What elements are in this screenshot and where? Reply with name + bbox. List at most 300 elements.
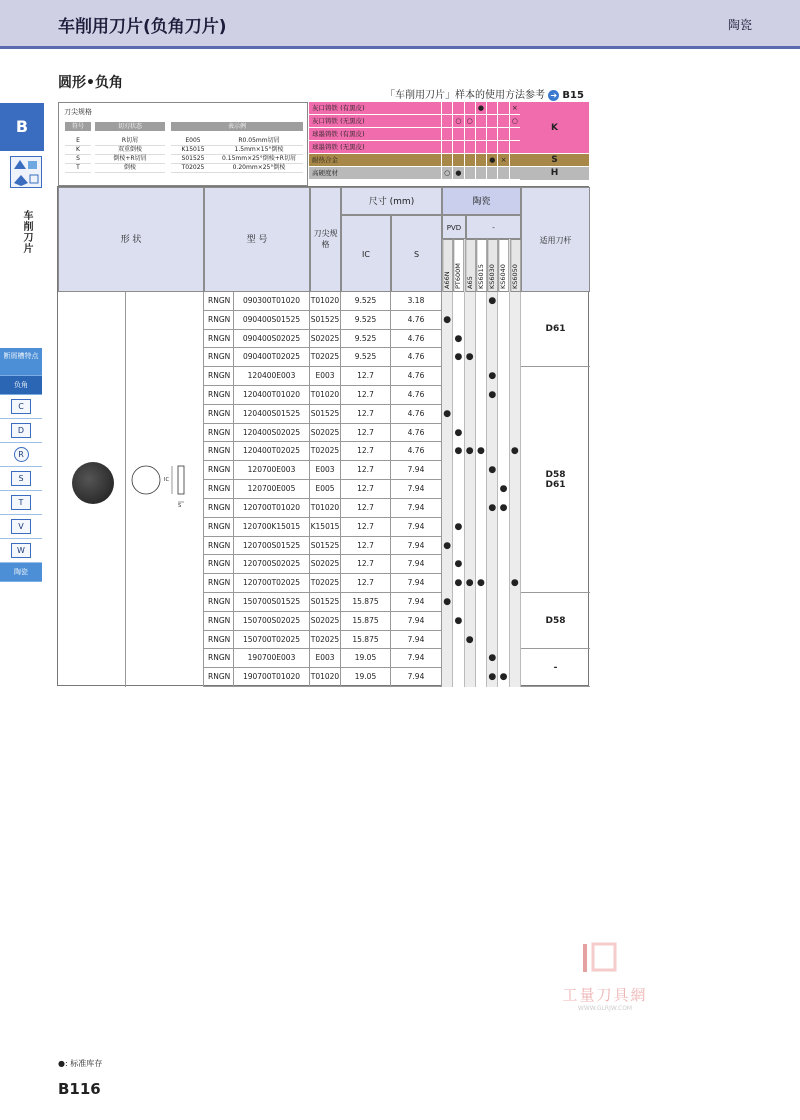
material-mark: [486, 102, 497, 115]
grade-stock-cell: [487, 480, 498, 499]
spec-cell: 0.15mm×25°倒棱+R切屑: [215, 155, 303, 164]
grade-stock-cell: [442, 367, 453, 386]
grade-stock-cell: [465, 612, 476, 631]
side-nav-item-9[interactable]: 陶瓷: [0, 563, 42, 582]
reference-page: B15: [562, 90, 584, 101]
cell-s: 4.76: [391, 442, 442, 461]
cell-ic: 15.875: [341, 593, 391, 612]
cell-type: RNGN: [204, 405, 234, 424]
grade-stock-cell: [510, 518, 521, 537]
grade-stock-cell: [476, 367, 487, 386]
cell-model: 090300T01020: [234, 292, 310, 311]
grade-stock-cell: [510, 292, 521, 311]
material-mark: ○: [509, 115, 520, 128]
grade-stock-cell: [465, 461, 476, 480]
side-nav-item-7[interactable]: [0, 515, 42, 539]
cell-type: RNGN: [204, 461, 234, 480]
cell-model: 120700S02025: [234, 555, 310, 574]
material-mark: ●: [486, 154, 497, 167]
cell-edge: T02025: [310, 574, 341, 593]
grade-stock-cell: ●: [487, 292, 498, 311]
grade-stock-cell: ●: [487, 668, 498, 687]
grade-header: KS6030: [487, 239, 498, 292]
grade-stock-cell: [465, 499, 476, 518]
material-mark: ●: [475, 102, 486, 115]
grade-stock-cell: [476, 330, 487, 349]
grade-stock-cell: [498, 292, 509, 311]
grade-stock-cell: [442, 612, 453, 631]
header-edge-spec: 刀尖规格: [310, 187, 341, 292]
table-row: [204, 593, 521, 612]
grade-header: A66N: [442, 239, 453, 292]
table-row: [204, 555, 521, 574]
reference-text: 「车削用刀片」样本的使用方法参考: [385, 90, 545, 101]
grade-stock-cell: ●: [487, 386, 498, 405]
cell-edge: T02025: [310, 442, 341, 461]
grade-stock-cell: ●: [465, 348, 476, 367]
cell-edge: E003: [310, 367, 341, 386]
grade-stock-cell: [476, 311, 487, 330]
grade-stock-cell: [498, 367, 509, 386]
spec-cell: T: [65, 164, 91, 173]
grade-stock-cell: [465, 292, 476, 311]
page-title: 车削用刀片(负角刀片): [58, 17, 227, 37]
grade-stock-cell: [510, 367, 521, 386]
grade-stock-cell: [510, 424, 521, 443]
grade-stock-cell: ●: [453, 424, 464, 443]
grade-stock-cell: ●: [487, 649, 498, 668]
cell-ic: 19.05: [341, 649, 391, 668]
cell-s: 4.76: [391, 405, 442, 424]
spec-header-example: 表示例: [171, 122, 303, 131]
cell-type: RNGN: [204, 442, 234, 461]
cell-s: 7.94: [391, 537, 442, 556]
grade-stock-cell: [465, 593, 476, 612]
cell-ic: 12.7: [341, 405, 391, 424]
grade-stock-cell: [476, 518, 487, 537]
cell-type: RNGN: [204, 292, 234, 311]
grade-stock-cell: [442, 574, 453, 593]
shape-c-icon: C: [11, 399, 31, 414]
cell-edge: T02025: [310, 631, 341, 650]
grade-stock-cell: [465, 555, 476, 574]
grade-stock-cell: [453, 367, 464, 386]
spec-cell: E: [65, 137, 91, 146]
grade-stock-cell: [510, 330, 521, 349]
material-mark: [497, 167, 508, 180]
grade-stock-cell: [498, 574, 509, 593]
grade-stock-cell: ●: [465, 574, 476, 593]
grade-header: KS6040: [498, 239, 509, 292]
material-row: 球墨铸铁 (无黑皮): [309, 141, 520, 154]
grade-stock-cell: [487, 311, 498, 330]
footnote: ●: 标准库存: [58, 1059, 103, 1068]
cell-type: RNGN: [204, 424, 234, 443]
cell-edge: T01020: [310, 386, 341, 405]
grade-stock-cell: [510, 386, 521, 405]
grade-header: KS6050: [510, 239, 521, 292]
material-mark: [509, 141, 520, 154]
grade-stock-cell: [453, 405, 464, 424]
grade-stock-cell: [487, 574, 498, 593]
grade-stock-cell: [510, 311, 521, 330]
cell-edge: S01525: [310, 311, 341, 330]
grade-headers: [442, 239, 521, 292]
material-mark: [452, 102, 463, 115]
cell-ic: 12.7: [341, 424, 391, 443]
cell-model: 120700T01020: [234, 499, 310, 518]
header-model: 型 号: [204, 187, 310, 292]
insert-shapes-icon: [10, 156, 42, 188]
grade-stock-cell: [465, 649, 476, 668]
grade-stock-cell: [453, 386, 464, 405]
material-mark: [486, 115, 497, 128]
grade-stock-cell: [453, 668, 464, 687]
cell-ic: 12.7: [341, 555, 391, 574]
cell-ic: 12.7: [341, 367, 391, 386]
grade-stock-cell: [510, 649, 521, 668]
grade-stock-cell: [465, 537, 476, 556]
cell-model: 190700E003: [234, 649, 310, 668]
table-row: [204, 442, 521, 461]
table-row: [204, 292, 521, 311]
cell-model: 120400T01020: [234, 386, 310, 405]
grade-stock-cell: [442, 499, 453, 518]
side-category-label: 车削刀片: [21, 210, 32, 254]
grade-stock-cell: [453, 631, 464, 650]
header-shape: 形 状: [58, 187, 204, 292]
grade-stock-cell: [476, 480, 487, 499]
grade-stock-cell: [465, 330, 476, 349]
grade-stock-cell: [510, 631, 521, 650]
grade-stock-cell: [510, 537, 521, 556]
table-row: [204, 386, 521, 405]
round-insert-photo: [72, 462, 114, 504]
page-number: B116: [58, 1080, 101, 1098]
shape-photo-cell: [58, 292, 126, 687]
round-insert-drawing: [128, 462, 202, 522]
cell-model: 120700S01525: [234, 537, 310, 556]
grade-stock-cell: [453, 593, 464, 612]
cell-type: RNGN: [204, 649, 234, 668]
cell-s: 7.94: [391, 461, 442, 480]
cell-s: 4.76: [391, 348, 442, 367]
cell-edge: S01525: [310, 593, 341, 612]
table-row: [204, 367, 521, 386]
cell-s: 3.18: [391, 292, 442, 311]
spec-cell: 倒棱: [95, 164, 165, 173]
holder-cell: D61: [521, 292, 590, 367]
material-mark: [475, 128, 486, 141]
cell-s: 7.94: [391, 574, 442, 593]
drawing-ic-label: IC: [164, 477, 169, 483]
side-nav-item-8[interactable]: [0, 539, 42, 563]
grade-header: KS6015: [476, 239, 487, 292]
spec-row: [59, 164, 309, 172]
cell-ic: 12.7: [341, 386, 391, 405]
cell-s: 7.94: [391, 480, 442, 499]
grade-stock-cell: [487, 405, 498, 424]
grade-stock-cell: [498, 612, 509, 631]
reference-note[interactable]: [385, 86, 584, 101]
group-s: S: [520, 154, 589, 167]
material-mark: ×: [497, 154, 508, 167]
chapter-tab[interactable]: B: [0, 103, 44, 151]
material-mark: [452, 141, 463, 154]
material-mark: [475, 115, 486, 128]
cell-edge: S02025: [310, 555, 341, 574]
side-nav-item-4[interactable]: [0, 443, 42, 467]
table-row: [204, 649, 521, 668]
header-holder: 适用刀杆: [521, 187, 590, 292]
grade-stock-cell: [476, 612, 487, 631]
side-nav-item-6[interactable]: [0, 491, 42, 515]
side-nav-item-0[interactable]: 断屑槽特点: [0, 348, 42, 376]
cell-s: 7.94: [391, 631, 442, 650]
header-dash: -: [466, 215, 521, 239]
table-row: [204, 612, 521, 631]
table-row: [204, 424, 521, 443]
material-row: 灰口铸铁 (无黑皮): [309, 115, 520, 128]
cell-edge: T01020: [310, 499, 341, 518]
side-nav-item-1[interactable]: 负角: [0, 376, 42, 395]
grade-stock-cell: [510, 405, 521, 424]
grade-stock-cell: ●: [453, 574, 464, 593]
cell-type: RNGN: [204, 668, 234, 687]
table-rows: [204, 292, 521, 687]
page-header: [0, 0, 800, 49]
cell-ic: 12.7: [341, 518, 391, 537]
grade-stock-cell: ●: [453, 348, 464, 367]
material-row: 灰口铸铁 (有黑皮): [309, 102, 520, 115]
cell-edge: T01020: [310, 668, 341, 687]
material-mark: [441, 115, 452, 128]
spec-row: [59, 146, 309, 154]
cell-ic: 9.525: [341, 330, 391, 349]
grade-stock-cell: ●: [510, 574, 521, 593]
grade-stock-cell: ●: [487, 461, 498, 480]
spec-row: [59, 137, 309, 145]
cell-type: RNGN: [204, 386, 234, 405]
holder-cell: D58 D61: [521, 367, 590, 593]
spec-cell: 0.20mm×25°倒棱: [215, 164, 303, 173]
material-mark: [497, 102, 508, 115]
grade-stock-cell: ●: [465, 631, 476, 650]
watermark-url: WWW.GLRJW.COM: [577, 1005, 633, 1012]
grade-stock-cell: [510, 555, 521, 574]
spec-title: 刀尖规格: [64, 108, 92, 116]
grade-stock-cell: ●: [453, 555, 464, 574]
material-mark: ●: [452, 167, 463, 180]
cell-model: 120400S02025: [234, 424, 310, 443]
grade-stock-cell: [442, 330, 453, 349]
spec-cell: K15015: [171, 146, 215, 155]
cell-s: 4.76: [391, 330, 442, 349]
cell-model: 150700S01525: [234, 593, 310, 612]
grade-stock-cell: [498, 330, 509, 349]
spec-cell: E005: [171, 137, 215, 146]
grade-stock-cell: [510, 499, 521, 518]
cell-s: 4.76: [391, 367, 442, 386]
grade-stock-cell: ●: [453, 330, 464, 349]
grade-header: PT600M: [453, 239, 464, 292]
material-mark: [441, 141, 452, 154]
cell-type: RNGN: [204, 518, 234, 537]
cell-type: RNGN: [204, 631, 234, 650]
cell-edge: T02025: [310, 348, 341, 367]
material-mark: [486, 167, 497, 180]
spec-cell: S01525: [171, 155, 215, 164]
material-mark: [509, 128, 520, 141]
grade-stock-cell: ●: [487, 367, 498, 386]
shape-r-icon: R: [14, 447, 29, 462]
grade-stock-cell: [510, 348, 521, 367]
grade-stock-cell: [453, 292, 464, 311]
material-marks: [441, 154, 520, 167]
cell-edge: K15015: [310, 518, 341, 537]
cell-type: RNGN: [204, 311, 234, 330]
cell-type: RNGN: [204, 612, 234, 631]
material-mark: [497, 115, 508, 128]
cell-model: 090400S02025: [234, 330, 310, 349]
material-marks: [441, 115, 520, 128]
cell-edge: S02025: [310, 330, 341, 349]
grade-stock-cell: [465, 480, 476, 499]
material-mark: [464, 154, 475, 167]
grade-stock-cell: ●: [498, 668, 509, 687]
cell-type: RNGN: [204, 537, 234, 556]
grade-stock-cell: [487, 348, 498, 367]
arrow-right-icon: ➔: [548, 90, 559, 101]
grade-stock-cell: [487, 518, 498, 537]
table-row: [204, 480, 521, 499]
grade-stock-cell: [487, 330, 498, 349]
material-mark: [475, 141, 486, 154]
spec-cell: 倒棱+R切屑: [95, 155, 165, 164]
shape-drawing-cell: [126, 292, 204, 687]
material-mark: [464, 102, 475, 115]
grade-stock-cell: ●: [442, 537, 453, 556]
cell-edge: E003: [310, 461, 341, 480]
cell-edge: T01020: [310, 292, 341, 311]
material-mark: [452, 128, 463, 141]
grade-stock-cell: [465, 424, 476, 443]
grade-stock-cell: [442, 442, 453, 461]
spec-cell: K: [65, 146, 91, 155]
grade-stock-cell: [510, 480, 521, 499]
cell-model: 120400E003: [234, 367, 310, 386]
grade-stock-cell: [487, 631, 498, 650]
cell-s: 7.94: [391, 668, 442, 687]
cell-model: 090400S01525: [234, 311, 310, 330]
spec-cell: T02025: [171, 164, 215, 173]
holder-cell: -: [521, 649, 590, 687]
cell-type: RNGN: [204, 348, 234, 367]
grade-stock-cell: ●: [442, 311, 453, 330]
side-nav-item-5[interactable]: [0, 467, 42, 491]
grade-stock-cell: [453, 649, 464, 668]
grade-stock-cell: [465, 518, 476, 537]
grade-stock-cell: [476, 292, 487, 311]
grade-stock-cell: [465, 668, 476, 687]
shape-d-icon: D: [11, 423, 31, 438]
material-mark: [486, 141, 497, 154]
watermark: [535, 940, 675, 1020]
watermark-name: 工量刀具網: [562, 986, 648, 1004]
grade-stock-cell: [442, 424, 453, 443]
grade-stock-cell: [442, 461, 453, 480]
cell-model: 120400T02025: [234, 442, 310, 461]
material-mark: [464, 128, 475, 141]
cell-ic: 9.525: [341, 348, 391, 367]
material-mark: [509, 154, 520, 167]
grade-stock-cell: [476, 461, 487, 480]
cell-ic: 12.7: [341, 480, 391, 499]
header-pvd: PVD: [442, 215, 466, 239]
edge-spec-legend: [58, 102, 308, 186]
grade-stock-cell: ●: [510, 442, 521, 461]
side-nav: [0, 348, 42, 582]
section-title: 圆形•负角: [58, 75, 123, 91]
grade-stock-cell: ●: [442, 593, 453, 612]
cell-edge: S02025: [310, 424, 341, 443]
grade-stock-cell: [510, 668, 521, 687]
shape-w-icon: W: [11, 543, 31, 558]
cell-type: RNGN: [204, 330, 234, 349]
grade-stock-cell: ●: [498, 499, 509, 518]
product-table: [57, 186, 589, 686]
material-mark: [475, 167, 486, 180]
grade-stock-cell: [465, 386, 476, 405]
grade-stock-cell: [476, 348, 487, 367]
cell-type: RNGN: [204, 574, 234, 593]
grade-stock-cell: [487, 612, 498, 631]
grade-stock-cell: [498, 518, 509, 537]
table-row: [204, 499, 521, 518]
grade-stock-cell: [498, 631, 509, 650]
table-row: [204, 668, 521, 687]
table-row: [204, 461, 521, 480]
material-mark: [497, 141, 508, 154]
material-row: 高硬度材: [309, 167, 520, 180]
side-nav-item-2[interactable]: [0, 395, 42, 419]
grade-stock-cell: [442, 292, 453, 311]
material-mark: [441, 128, 452, 141]
grade-stock-cell: [510, 593, 521, 612]
grade-stock-cell: [476, 555, 487, 574]
cell-ic: 19.05: [341, 668, 391, 687]
grade-stock-cell: ●: [487, 499, 498, 518]
cell-s: 7.94: [391, 649, 442, 668]
shape-t-icon: T: [11, 495, 31, 510]
grade-stock-cell: ●: [453, 442, 464, 461]
cell-s: 4.76: [391, 311, 442, 330]
table-row: [204, 631, 521, 650]
table-row: [204, 405, 521, 424]
drawing-s-label: S: [178, 503, 182, 509]
table-row: [204, 330, 521, 349]
cell-type: RNGN: [204, 480, 234, 499]
grade-stock-cell: [476, 405, 487, 424]
material-mark: [452, 154, 463, 167]
material-mark: [464, 167, 475, 180]
cell-ic: 15.875: [341, 612, 391, 631]
side-nav-item-3[interactable]: [0, 419, 42, 443]
cell-s: 4.76: [391, 386, 442, 405]
grade-stock-cell: [476, 668, 487, 687]
material-mark: [509, 167, 520, 180]
spec-cell: R切屑: [95, 137, 165, 146]
